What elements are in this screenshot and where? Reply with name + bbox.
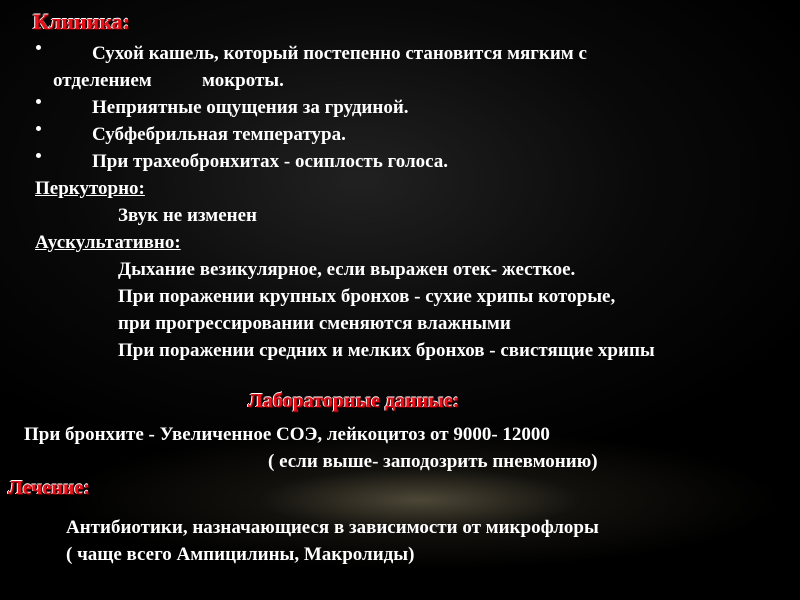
auscultation-line-3: при прогрессировании сменяются влажными — [118, 313, 511, 334]
lab-heading: Лабораторные данные: — [248, 390, 460, 412]
clinic-bullet-2: Неприятные ощущения за грудиной. — [92, 97, 409, 118]
clinic-heading: Клиника: — [33, 9, 130, 34]
auscultation-heading: Аускультативно: — [35, 232, 181, 253]
lab-line-2: ( если выше- заподозрить пневмонию) — [268, 451, 598, 472]
auscultation-line-4: При поражении средних и мелких бронхов - свистящие хрипы — [118, 340, 655, 361]
clinic-bullet-3: Субфебрильная температура. — [92, 124, 346, 145]
clinic-bullet-4: При трахеобронхитах - осиплость голоса. — [92, 151, 449, 172]
bullet-icon — [36, 45, 41, 50]
clinic-bullet-1-cont-b: мокроты. — [202, 70, 284, 91]
auscultation-line-1: Дыхание везикулярное, если выражен отек- жесткое. — [118, 259, 576, 280]
bullet-icon — [36, 153, 41, 158]
treatment-line-1: Антибиотики, назначающиеся в зависимости от микрофлоры — [66, 517, 599, 538]
clinic-bullet-1: Сухой кашель, который постепенно становится мягким с — [92, 43, 587, 64]
lab-line-1: При бронхите - Увеличенное СОЭ, лейкоцитоз от 9000- 12000 — [24, 424, 550, 445]
auscultation-line-2: При поражении крупных бронхов - сухие хрипы которые, — [118, 286, 616, 307]
percussion-heading: Перкуторно: — [35, 178, 145, 199]
bullet-icon — [36, 99, 41, 104]
treatment-heading: Лечение: — [8, 477, 90, 499]
clinic-bullet-1-cont-a: отделением — [53, 70, 152, 91]
treatment-line-2: ( чаще всего Ампицилины, Макролиды) — [66, 544, 415, 565]
bullet-icon — [36, 126, 41, 131]
percussion-line: Звук не изменен — [118, 205, 257, 226]
